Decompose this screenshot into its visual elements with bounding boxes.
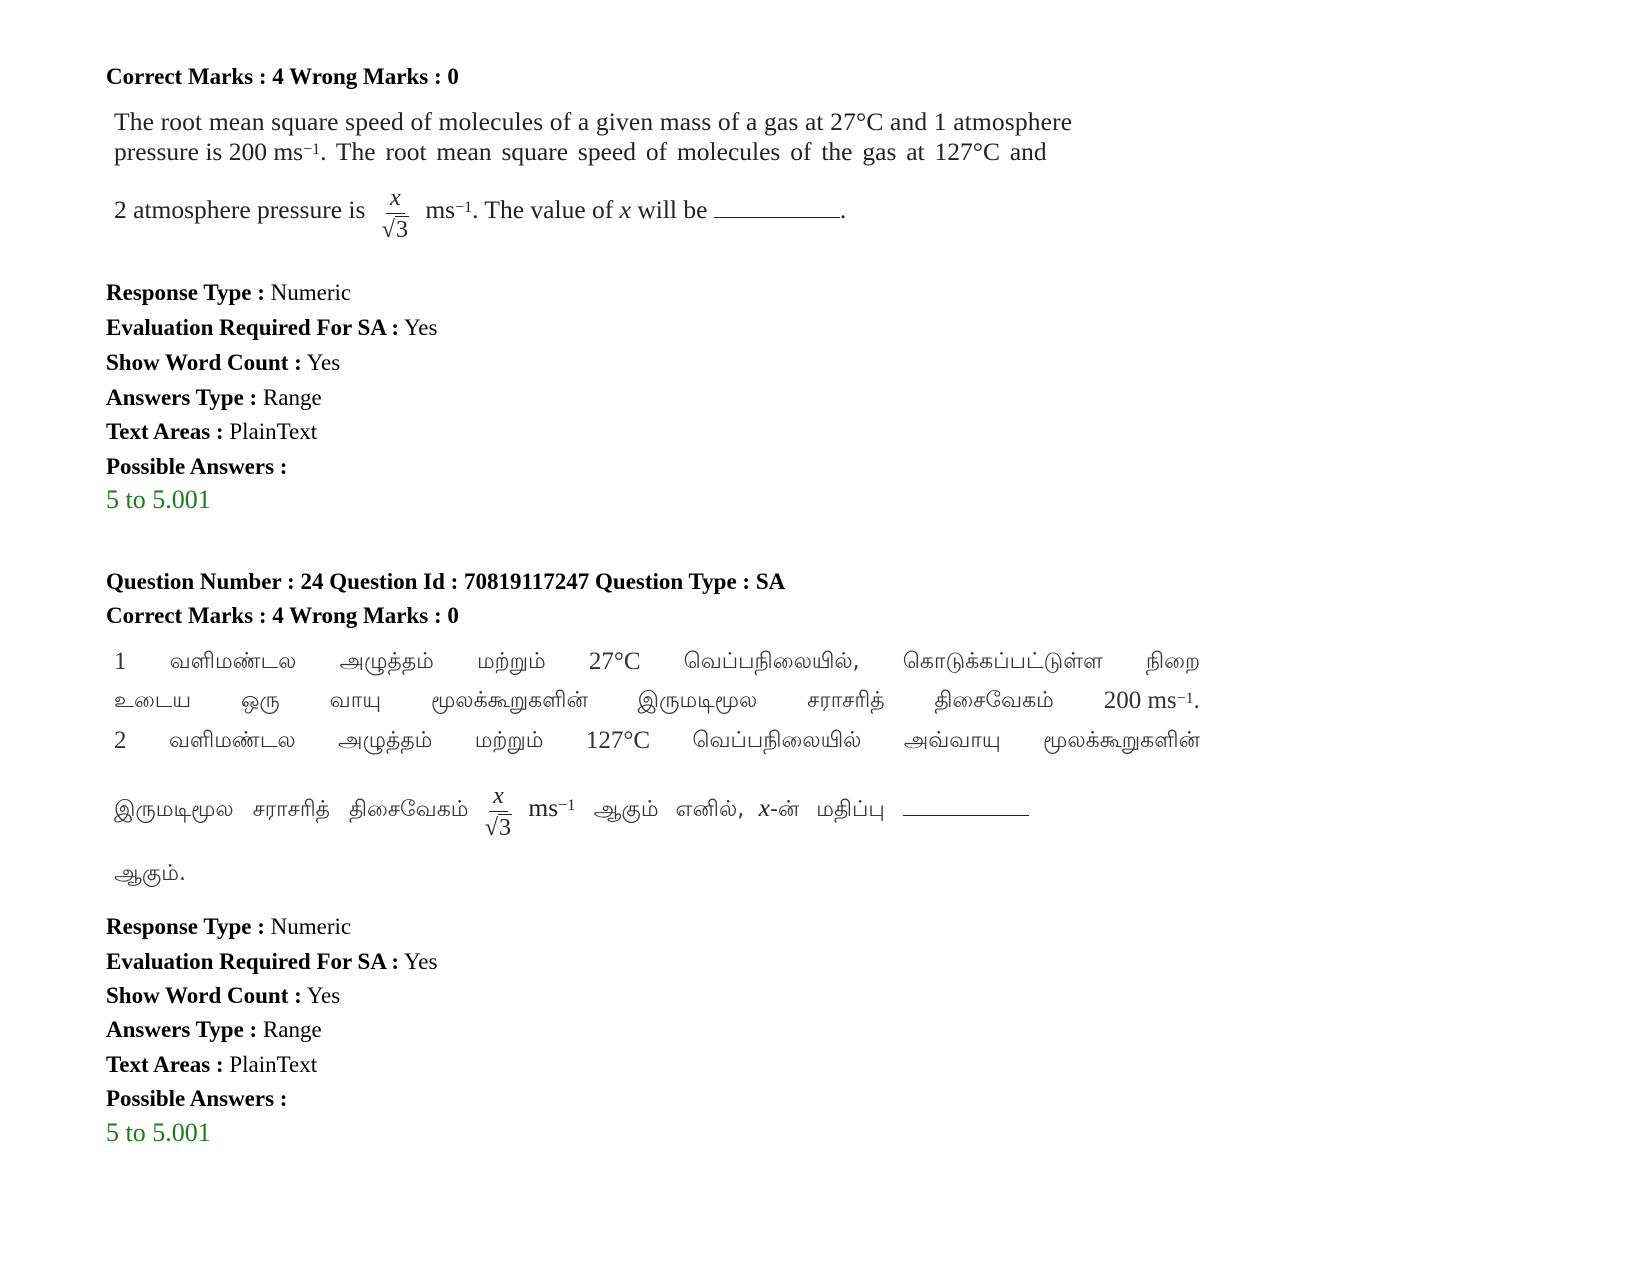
q24-meta-show-word-count <box>106 982 340 1010</box>
q23-meta-label: Show Word Count : <box>106 350 302 375</box>
q24-line-2-exp: −1 <box>1176 690 1194 707</box>
q24-line-2-end: . <box>1193 687 1200 714</box>
q24-fraction-denominator: √3 <box>484 814 512 841</box>
q24-word: நிறை <box>1145 649 1200 674</box>
q24-word: 127°C <box>585 727 651 754</box>
q24-word: 2 <box>114 727 127 754</box>
q23-question-line-2a: pressure is 200 ms <box>114 137 304 166</box>
q24-word: வெப்பநிலையில், <box>683 649 860 674</box>
q24-speed-value <box>1104 685 1200 717</box>
q24-word: அழுத்தம் <box>339 649 434 674</box>
q24-answer-blank <box>903 795 1029 816</box>
q24-meta-answers-type <box>106 1016 322 1044</box>
q24-word: வளிமண்டல <box>168 728 296 753</box>
q24-word: வளிமண்டல <box>169 649 297 674</box>
q24-question-line-1 <box>114 646 1200 678</box>
sqrt-icon: √ <box>484 814 499 841</box>
q24-line-4a: இருமடிமூல சராசரித் திசைவேகம் <box>114 797 469 822</box>
q24-meta-label: Evaluation Required For SA : <box>106 949 400 974</box>
q24-correct-marks-value: 4 <box>272 603 284 628</box>
q24-line-4d: -ன் மதிப்பு <box>769 797 885 822</box>
q24-question-type-label: Question Type : <box>595 569 751 594</box>
q23-question-line-3b: ms <box>425 195 456 224</box>
q24-word: மற்றும் <box>474 728 544 753</box>
q24-word: இருமடிமூல <box>637 688 758 713</box>
q23-correct-marks-value: 4 <box>272 64 284 89</box>
sqrt-icon: √ <box>381 216 395 243</box>
q23-possible-answer: 5 to 5.001 <box>106 485 211 514</box>
q24-header-line <box>106 568 785 596</box>
q23-marks-line <box>106 63 459 91</box>
q24-question-id-value: 70819117247 <box>464 569 590 594</box>
q23-meta-evaluation-required <box>106 314 437 342</box>
q23-question-line-3-end: . <box>839 195 847 224</box>
q23-question-line-2-exp: −1 <box>303 141 321 158</box>
q24-possible-answer: 5 to 5.001 <box>106 1118 211 1147</box>
q24-question-line-5: ஆகும். <box>114 861 186 886</box>
q24-meta-label: Answers Type : <box>106 1017 258 1042</box>
q24-word: அழுத்தம் <box>338 728 433 753</box>
q23-meta-text-areas <box>106 418 317 446</box>
q24-correct-marks-label: Correct Marks : <box>106 603 267 628</box>
q23-meta-value: Range <box>262 385 322 410</box>
q23-meta-label: Text Areas : <box>106 419 224 444</box>
q23-question-variable: x <box>619 195 631 224</box>
q24-meta-value: Yes <box>306 983 341 1008</box>
q23-fraction <box>382 185 409 244</box>
q24-line-4b: ms <box>528 793 559 822</box>
q24-word: மூலக்கூறுகளின் <box>430 688 588 713</box>
q24-meta-value: PlainText <box>229 1052 318 1077</box>
q24-word: வாயு <box>329 688 382 713</box>
q24-question-type-value: SA <box>755 569 786 594</box>
q24-word: 27°C <box>588 648 641 675</box>
q24-question-line-3 <box>114 725 1200 757</box>
q24-wrong-marks-label: Wrong Marks : <box>289 603 442 628</box>
q24-fraction <box>485 783 512 842</box>
q24-word: அவ்வாயு <box>903 728 1001 753</box>
q23-correct-marks-label: Correct Marks : <box>106 64 267 89</box>
q23-meta-label: Answers Type : <box>106 385 258 410</box>
q24-word: சராசரித் <box>807 688 885 713</box>
q23-fraction-denominator: √3 <box>381 216 408 243</box>
q24-word: ஒரு <box>241 688 280 713</box>
q24-meta-label: Response Type : <box>106 914 265 939</box>
q24-fraction-numerator: x <box>489 783 508 812</box>
q24-line-4-exp: −1 <box>558 797 576 814</box>
q24-possible-answers-label: Possible Answers : <box>106 1086 288 1111</box>
q23-question-line-3d: will be <box>637 195 708 224</box>
q23-question-line-1: The root mean square speed of molecules of a given mass of a gas at 27°C and 1 atmosphere <box>114 107 1073 136</box>
q24-meta-label: Show Word Count : <box>106 983 302 1008</box>
q24-meta-value: Yes <box>404 949 438 974</box>
q23-meta-label: Evaluation Required For SA : <box>106 315 400 340</box>
q23-meta-value: Numeric <box>270 280 352 305</box>
q23-wrong-marks-value: 0 <box>447 64 459 89</box>
q23-meta-answers-type <box>106 384 322 412</box>
q23-question-line-3-exp: −1 <box>455 199 473 216</box>
q23-question-line-3c: . The value of <box>472 195 614 224</box>
q23-meta-show-word-count <box>106 349 340 377</box>
q23-wrong-marks-label: Wrong Marks : <box>289 64 442 89</box>
q24-question-number-value: 24 <box>300 569 324 594</box>
q24-word: 1 <box>114 648 127 675</box>
q24-marks-line <box>106 602 459 630</box>
q24-word: திசைவேகம் <box>934 688 1054 713</box>
q24-question-variable: x <box>758 793 770 822</box>
q23-answer-blank <box>714 197 840 218</box>
q23-question-line-3a: 2 atmosphere pressure is <box>114 195 366 224</box>
q24-meta-label: Text Areas : <box>106 1052 224 1077</box>
q24-meta-value: Numeric <box>270 914 352 939</box>
q24-word: மற்றும் <box>476 649 546 674</box>
q24-word: 200 ms <box>1103 687 1177 714</box>
q24-question-line-4 <box>114 778 1029 841</box>
q24-line-4c: ஆகும் எனில், <box>593 797 745 822</box>
q23-possible-answers-label: Possible Answers : <box>106 454 288 479</box>
q24-word: மூலக்கூறுகளின் <box>1043 728 1200 753</box>
q24-meta-evaluation-required <box>106 948 437 976</box>
q24-question-line-2 <box>114 685 1200 717</box>
q23-meta-value: Yes <box>306 350 341 375</box>
q24-word: வெப்பநிலையில் <box>692 728 862 753</box>
q23-meta-value: Yes <box>404 315 438 340</box>
q24-word: உடைய <box>114 688 192 713</box>
q24-wrong-marks-value: 0 <box>447 603 459 628</box>
q24-meta-text-areas <box>106 1051 317 1079</box>
q23-meta-label: Response Type : <box>106 280 265 305</box>
q24-meta-value: Range <box>262 1017 322 1042</box>
q23-fraction-numerator: x <box>386 185 405 214</box>
q24-word: கொடுக்கப்பட்டுள்ள <box>902 649 1103 674</box>
q23-meta-value: PlainText <box>229 419 318 444</box>
q24-question-number-label: Question Number : <box>106 569 295 594</box>
q23-meta-response-type <box>106 279 351 307</box>
q24-question-id-label: Question Id : <box>329 569 459 594</box>
q24-meta-response-type <box>106 913 351 941</box>
q23-question-line-2b: . The root mean square speed of molecules of the gas at 127°C and <box>320 137 1047 166</box>
